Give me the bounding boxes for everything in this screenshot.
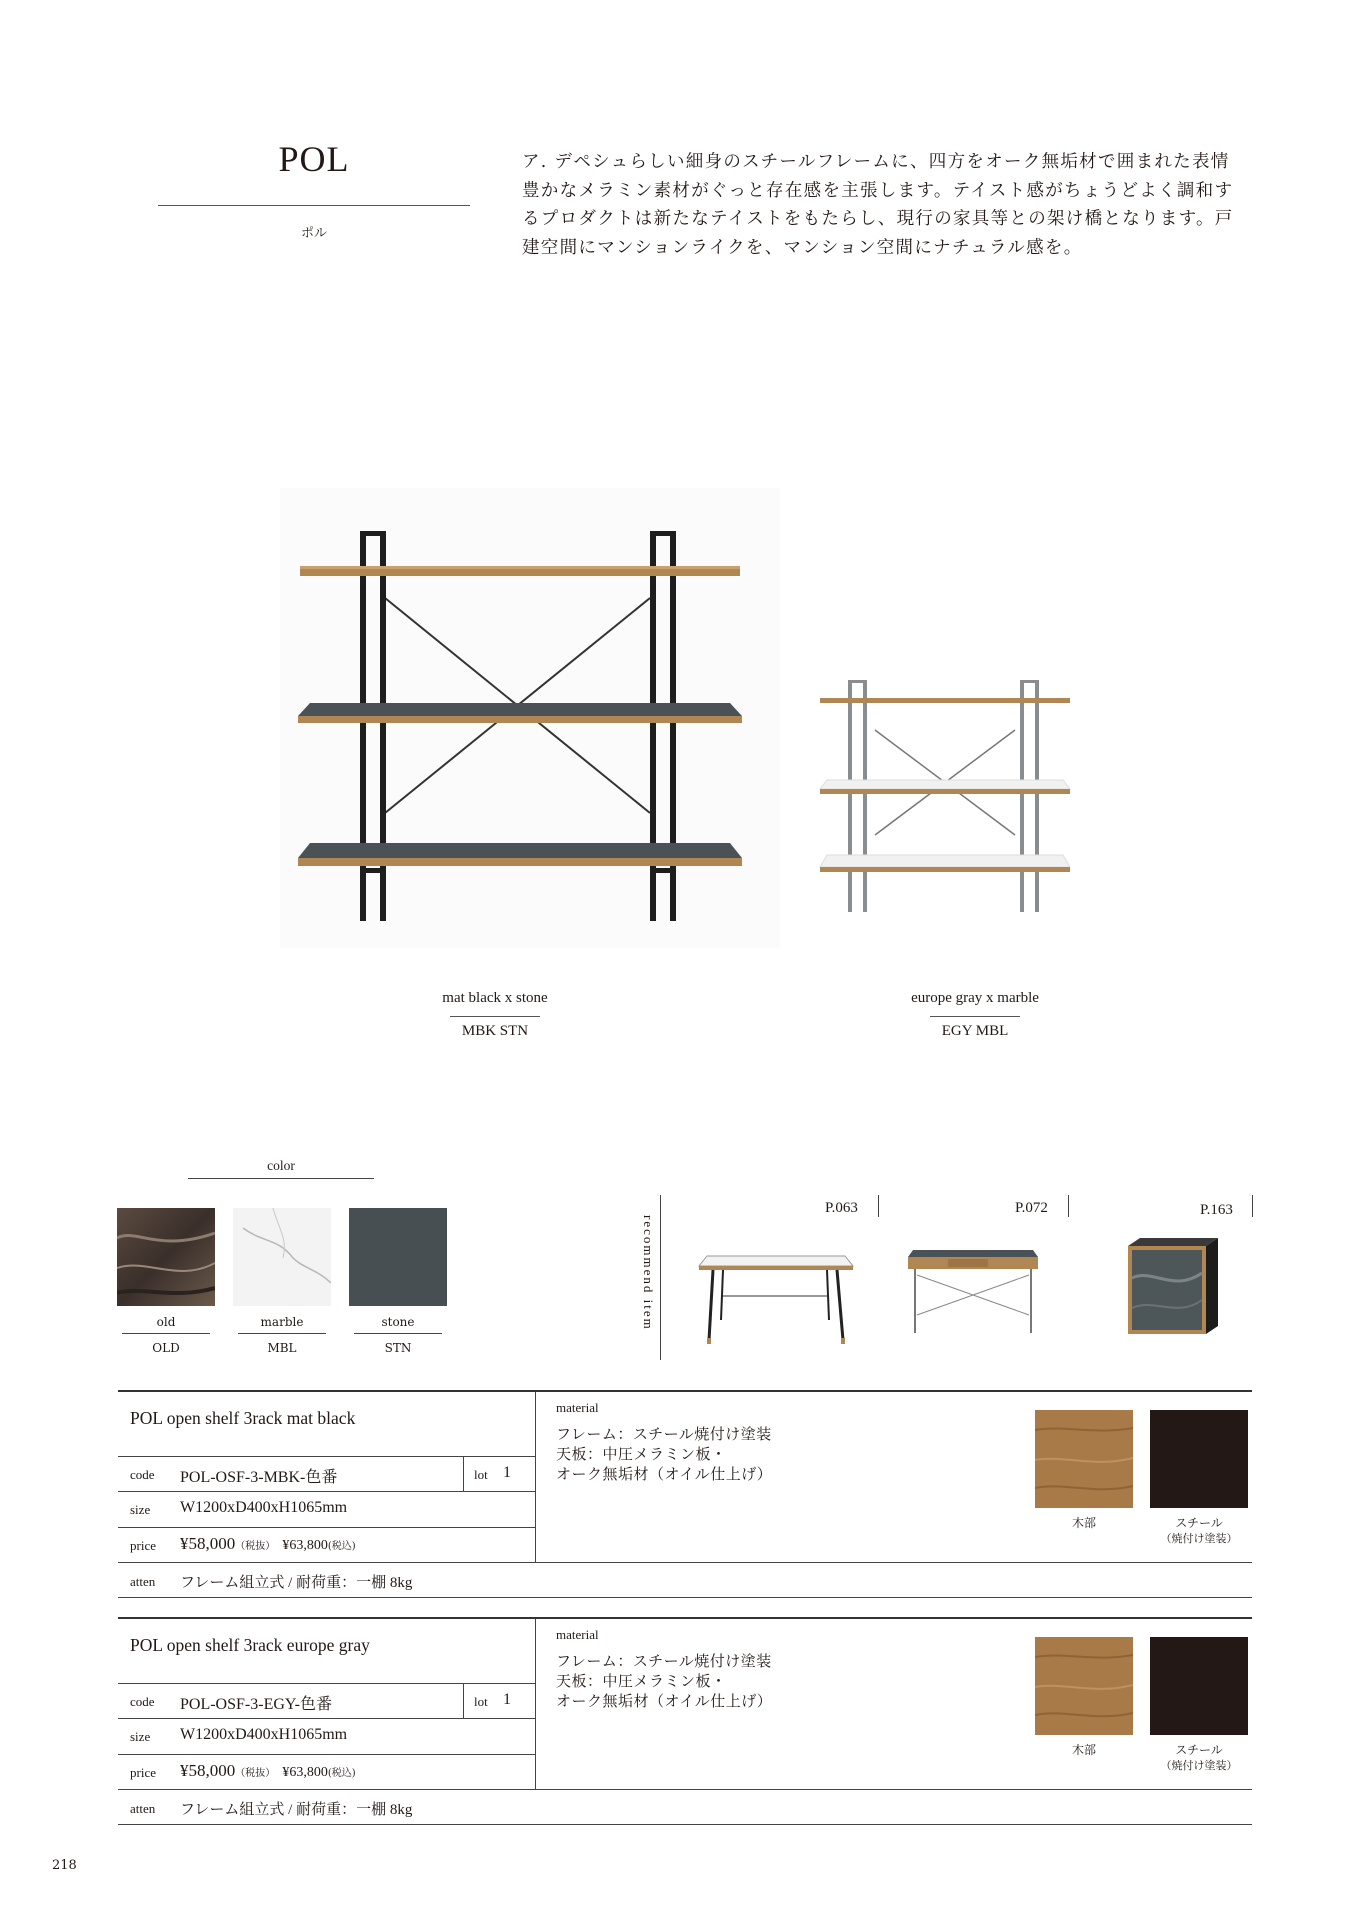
swatch-stone bbox=[349, 1208, 447, 1306]
price-tax-in: (税込) bbox=[327, 1768, 356, 1779]
recommend-rule bbox=[660, 1195, 661, 1360]
price-label: price bbox=[130, 1765, 156, 1780]
steel-swatch bbox=[1150, 1637, 1248, 1735]
spec-row-rule bbox=[118, 1527, 536, 1528]
size-value: W1200xD400xH1065mm bbox=[180, 1726, 348, 1743]
color-heading-rule bbox=[188, 1178, 374, 1179]
color-rule bbox=[122, 1333, 210, 1334]
product-name: POL open shelf 3rack mat black bbox=[130, 1408, 356, 1428]
page-title: POL bbox=[278, 139, 350, 179]
spec-top-rule bbox=[118, 1617, 1252, 1619]
price-block bbox=[180, 1534, 356, 1554]
wood-swatch-label: 木部 bbox=[1071, 1516, 1096, 1530]
lot-label: lot bbox=[474, 1694, 488, 1709]
shelf-image-europe-gray bbox=[815, 675, 1075, 920]
variant-name: mat black x stone bbox=[442, 990, 548, 1006]
wood-swatch-label: 木部 bbox=[1071, 1743, 1096, 1757]
lot-divider bbox=[463, 1457, 464, 1491]
swatch-marble bbox=[233, 1208, 331, 1306]
lot-label: lot bbox=[474, 1467, 488, 1482]
page-number: 218 bbox=[52, 1858, 77, 1873]
recommend-cube-image[interactable] bbox=[1128, 1238, 1218, 1338]
shelf-image-mat-black bbox=[280, 488, 780, 948]
spec-column-rule bbox=[535, 1392, 536, 1562]
size-value: W1200xD400xH1065mm bbox=[180, 1499, 348, 1516]
material-label: material bbox=[556, 1400, 599, 1415]
price-tax-in: (税込) bbox=[327, 1541, 356, 1552]
price-tax-ex: （税抜） bbox=[235, 1541, 276, 1552]
color-rule bbox=[354, 1333, 442, 1334]
wood-swatch bbox=[1035, 1410, 1133, 1508]
color-code: MBL bbox=[267, 1341, 297, 1355]
wood-swatch bbox=[1035, 1637, 1133, 1735]
atten-value: フレーム組立式 / 耐荷重：一棚 8kg bbox=[180, 1575, 413, 1591]
page-ref[interactable]: P.063 bbox=[825, 1200, 858, 1216]
price-value: ¥58,000 bbox=[180, 1761, 236, 1780]
price-tax-in-value: ¥63,800 bbox=[282, 1765, 328, 1780]
variant-divider bbox=[450, 1016, 540, 1017]
variant-code: EGY MBL bbox=[941, 1023, 1009, 1039]
page-ref-tick bbox=[1252, 1195, 1253, 1217]
page-ref[interactable]: P.072 bbox=[1015, 1200, 1048, 1216]
color-name: marble bbox=[260, 1315, 304, 1329]
title-kana: ポル bbox=[300, 226, 327, 241]
lot-divider bbox=[463, 1684, 464, 1718]
variant-code: MBK STN bbox=[461, 1023, 529, 1039]
material-line: オーク無垢材（オイル仕上げ） bbox=[556, 1465, 773, 1483]
spec-row-rule bbox=[118, 1491, 536, 1492]
steel-swatch-label: スチール bbox=[1175, 1516, 1223, 1530]
color-rule bbox=[238, 1333, 326, 1334]
price-tax-in-value: ¥63,800 bbox=[282, 1538, 328, 1553]
material-line: フレーム：スチール焼付け塗装 bbox=[556, 1652, 772, 1670]
title-divider bbox=[158, 205, 470, 206]
material-line: オーク無垢材（オイル仕上げ） bbox=[556, 1692, 773, 1710]
variant-name: europe gray x marble bbox=[911, 990, 1039, 1006]
page-ref[interactable]: P.163 bbox=[1200, 1202, 1233, 1218]
recommend-heading: recommend item bbox=[641, 1215, 656, 1331]
color-heading: color bbox=[267, 1158, 295, 1173]
steel-swatch-sublabel: （焼付け塗装） bbox=[1160, 1759, 1238, 1772]
price-block bbox=[180, 1761, 356, 1781]
atten-label: atten bbox=[130, 1801, 156, 1816]
steel-swatch-label: スチール bbox=[1175, 1743, 1223, 1757]
price-value: ¥58,000 bbox=[180, 1534, 236, 1553]
spec-row-rule bbox=[118, 1754, 536, 1755]
code-label: code bbox=[130, 1467, 155, 1482]
size-label: size bbox=[130, 1729, 151, 1744]
color-code: OLD bbox=[152, 1341, 180, 1355]
recommend-desk-image[interactable] bbox=[903, 1245, 1043, 1340]
color-name: old bbox=[156, 1315, 176, 1329]
spec-row-rule bbox=[118, 1718, 536, 1719]
price-label: price bbox=[130, 1538, 156, 1553]
spec-row-rule bbox=[118, 1456, 536, 1457]
variant-divider bbox=[930, 1016, 1020, 1017]
color-code: STN bbox=[384, 1341, 412, 1355]
spec-row-rule bbox=[118, 1562, 1252, 1563]
material-line: 天板：中圧メラミン板・ bbox=[556, 1445, 727, 1463]
steel-swatch bbox=[1150, 1410, 1248, 1508]
lot-value: 1 bbox=[503, 1464, 511, 1481]
product-name: POL open shelf 3rack europe gray bbox=[130, 1635, 370, 1655]
lot-value: 1 bbox=[503, 1691, 511, 1708]
material-line: フレーム：スチール焼付け塗装 bbox=[556, 1425, 772, 1443]
code-value: POL-OSF-3-EGY-色番 bbox=[180, 1696, 333, 1713]
spec-row-rule bbox=[118, 1683, 536, 1684]
spec-column-rule bbox=[535, 1619, 536, 1789]
spec-bottom-rule bbox=[118, 1824, 1252, 1825]
intro-text: ア. デペシュらしい細身のスチールフレームに、四方をオーク無垢材で囲まれた表情豊かなメラミン素材がぐっと存在感を主張します。テイスト感がちょうどよく調和するプロダクトは新たなテイストをもたらし、現行の家具等との架け橋となります。戸建空間にマンションライクを、マンション空間にナチュラル感を。 bbox=[522, 152, 1234, 258]
material-label: material bbox=[556, 1627, 599, 1642]
price-tax-ex: （税抜） bbox=[235, 1768, 276, 1779]
code-label: code bbox=[130, 1694, 155, 1709]
swatch-old bbox=[117, 1208, 215, 1306]
atten-label: atten bbox=[130, 1574, 156, 1589]
material-line: 天板：中圧メラミン板・ bbox=[556, 1672, 727, 1690]
page-ref-tick bbox=[1068, 1195, 1069, 1217]
size-label: size bbox=[130, 1502, 151, 1517]
code-value: POL-OSF-3-MBK-色番 bbox=[180, 1469, 338, 1486]
color-name: stone bbox=[381, 1315, 415, 1329]
page-ref-tick bbox=[878, 1195, 879, 1217]
recommend-table-image[interactable] bbox=[695, 1248, 855, 1348]
spec-bottom-rule bbox=[118, 1597, 1252, 1598]
spec-top-rule bbox=[118, 1390, 1252, 1392]
spec-row-rule bbox=[118, 1789, 1252, 1790]
steel-swatch-sublabel: （焼付け塗装） bbox=[1160, 1532, 1238, 1545]
atten-value: フレーム組立式 / 耐荷重：一棚 8kg bbox=[180, 1802, 413, 1818]
